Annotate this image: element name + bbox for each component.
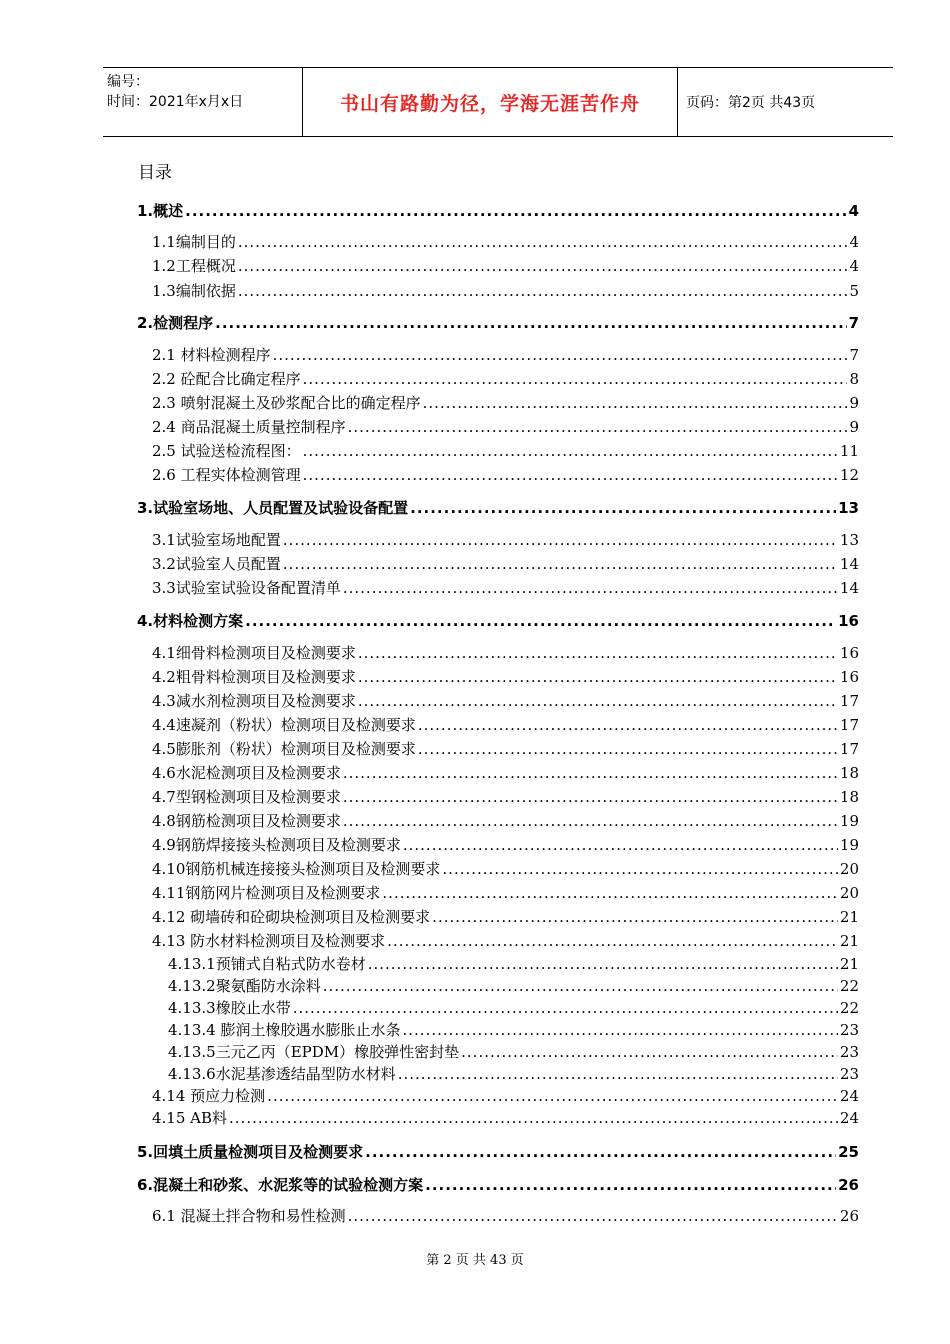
toc-entry-label: 2.检测程序 xyxy=(137,314,214,332)
toc-entry-label: 4.7型钢检测项目及检测要求 xyxy=(152,788,341,806)
toc-entry[interactable] xyxy=(152,786,859,807)
toc-entry[interactable] xyxy=(152,440,859,461)
toc-entry[interactable] xyxy=(152,690,859,711)
toc-entry[interactable] xyxy=(152,906,859,927)
header-page-label: 页码：第2页 共43页 xyxy=(686,95,816,111)
toc-leader-dots xyxy=(245,612,836,630)
number-label: 编号： xyxy=(107,74,149,90)
toc-entry-page: 7 xyxy=(848,314,859,332)
toc-leader-dots xyxy=(323,977,838,995)
toc-leader-dots xyxy=(358,668,838,686)
toc-entry[interactable] xyxy=(137,200,859,221)
toc-entry-page: 21 xyxy=(839,908,859,926)
toc-entry-page: 13 xyxy=(839,531,859,549)
toc-leader-dots xyxy=(398,1065,838,1083)
toc-leader-dots xyxy=(343,579,838,597)
toc-leader-dots xyxy=(432,908,838,926)
toc-entry-label: 4.材料检测方案 xyxy=(137,612,244,630)
toc-leader-dots xyxy=(382,884,838,902)
toc-entry-page: 5 xyxy=(849,282,859,300)
toc-leader-dots xyxy=(442,860,838,878)
toc-entry-label: 3.试验室场地、人员配置及试验设备配置 xyxy=(137,499,409,517)
toc-entry-page: 22 xyxy=(839,999,859,1017)
toc-leader-dots xyxy=(358,644,838,662)
toc-entry[interactable] xyxy=(152,464,859,485)
toc-entry[interactable] xyxy=(137,312,859,333)
toc-entry-label: 4.10钢筋机械连接接头检测项目及检测要求 xyxy=(152,860,441,878)
toc-entry-page: 23 xyxy=(839,1043,859,1061)
toc-entry-page: 16 xyxy=(839,668,859,686)
toc-entry-label: 2.3 喷射混凝土及砂浆配合比的确定程序 xyxy=(152,394,421,412)
toc-leader-dots xyxy=(267,1087,838,1105)
toc-entry-label: 4.13 防水材料检测项目及检测要求 xyxy=(152,932,386,950)
toc-entry[interactable] xyxy=(152,416,859,437)
toc-entry-page: 21 xyxy=(839,955,859,973)
toc-entry-label: 4.3减水剂检测项目及检测要求 xyxy=(152,692,356,710)
toc-entry[interactable] xyxy=(152,392,859,413)
toc-entry-label: 4.2粗骨料检测项目及检测要求 xyxy=(152,668,356,686)
toc-entry-page: 18 xyxy=(839,788,859,806)
toc-entry[interactable] xyxy=(168,1041,859,1062)
toc-entry-label: 1.3编制依据 xyxy=(152,282,236,300)
toc-entry-page: 20 xyxy=(839,884,859,902)
toc-entry-page: 8 xyxy=(849,370,859,388)
toc-leader-dots xyxy=(343,764,838,782)
time-label: 时间：2021年x月x日 xyxy=(107,94,244,110)
toc-entry[interactable] xyxy=(152,553,859,574)
toc-entry-label: 4.5膨胀剂（粉状）检测项目及检测要求 xyxy=(152,740,416,758)
toc-entry-label: 4.1细骨料检测项目及检测要求 xyxy=(152,644,356,662)
toc-leader-dots xyxy=(358,692,838,710)
toc-leader-dots xyxy=(303,466,838,484)
toc-entry-label: 2.5 试验送检流程图： xyxy=(152,442,301,460)
page-header xyxy=(103,67,893,137)
toc-leader-dots xyxy=(303,442,838,460)
toc-entry-page: 4 xyxy=(848,202,859,220)
toc-entry[interactable] xyxy=(152,714,859,735)
toc-entry-page: 26 xyxy=(838,1176,859,1194)
toc-entry-page: 24 xyxy=(839,1109,859,1127)
toc-entry-label: 6.1 混凝土拌合物和易性检测 xyxy=(152,1207,346,1225)
toc-entry[interactable] xyxy=(168,1063,859,1084)
toc-entry[interactable] xyxy=(152,1107,859,1128)
toc-entry-page: 17 xyxy=(839,716,859,734)
toc-leader-dots xyxy=(343,812,838,830)
toc-entry-page: 19 xyxy=(839,812,859,830)
toc-leader-dots xyxy=(238,257,848,275)
toc-entry-page: 4 xyxy=(849,233,859,251)
toc-entry-page: 21 xyxy=(839,932,859,950)
toc-entry[interactable] xyxy=(168,1019,859,1040)
toc-entry-page: 9 xyxy=(849,394,859,412)
toc-entry-page: 23 xyxy=(839,1021,859,1039)
toc-entry[interactable] xyxy=(152,1085,859,1106)
toc-entry-label: 4.8钢筋检测项目及检测要求 xyxy=(152,812,341,830)
toc-entry[interactable] xyxy=(168,953,859,974)
toc-entry-page: 23 xyxy=(839,1065,859,1083)
toc-entry-page: 25 xyxy=(838,1143,859,1161)
toc-entry-label: 3.2试验室人员配置 xyxy=(152,555,281,573)
toc-leader-dots xyxy=(343,788,838,806)
toc-entry-page: 18 xyxy=(839,764,859,782)
toc-entry[interactable] xyxy=(152,344,859,365)
toc-entry-page: 19 xyxy=(839,836,859,854)
toc-entry-label: 1.1编制目的 xyxy=(152,233,236,251)
toc-entry[interactable] xyxy=(152,762,859,783)
toc-leader-dots xyxy=(402,1021,837,1039)
toc-entry[interactable] xyxy=(152,666,859,687)
toc-entry-page: 16 xyxy=(839,644,859,662)
toc-entry-label: 6.混凝土和砂浆、水泥浆等的试验检测方案 xyxy=(137,1176,424,1194)
toc-entry-label: 2.4 商品混凝土质量控制程序 xyxy=(152,418,346,436)
toc-entry[interactable] xyxy=(152,834,859,855)
toc-leader-dots xyxy=(368,955,838,973)
toc-entry[interactable] xyxy=(152,930,859,951)
toc-leader-dots xyxy=(410,499,836,517)
toc-entry[interactable] xyxy=(152,231,859,252)
toc-leader-dots xyxy=(403,836,838,854)
toc-entry-page: 12 xyxy=(839,466,859,484)
toc-entry[interactable] xyxy=(168,975,859,996)
toc-leader-dots xyxy=(293,999,838,1017)
toc-leader-dots xyxy=(273,346,848,364)
toc-entry-page: 14 xyxy=(839,579,859,597)
toc-leader-dots xyxy=(283,555,838,573)
toc-entry-page: 20 xyxy=(839,860,859,878)
toc-entry-page: 22 xyxy=(839,977,859,995)
toc-entry[interactable] xyxy=(152,882,859,903)
toc-entry-label: 5.回填土质量检测项目及检测要求 xyxy=(137,1143,364,1161)
toc-leader-dots xyxy=(238,233,848,251)
toc-entry[interactable] xyxy=(152,368,859,389)
toc-entry-label: 4.11钢筋网片检测项目及检测要求 xyxy=(152,884,381,902)
toc-entry[interactable] xyxy=(152,255,859,276)
toc-entry-label: 4.13.3橡胶止水带 xyxy=(168,999,291,1017)
toc-entry[interactable] xyxy=(152,858,859,879)
toc-entry[interactable] xyxy=(152,1205,859,1226)
header-motto: 书山有路勤为径，学海无涯苦作舟 xyxy=(303,68,678,136)
toc-entry-label: 1.概述 xyxy=(137,202,184,220)
toc-leader-dots xyxy=(348,418,848,436)
toc-entry-page: 13 xyxy=(838,499,859,517)
toc-title: 目录 xyxy=(138,163,172,183)
toc-entry[interactable] xyxy=(137,610,859,631)
toc-entry[interactable] xyxy=(152,810,859,831)
toc-leader-dots xyxy=(215,314,846,332)
toc-leader-dots xyxy=(303,370,848,388)
toc-entry-label: 4.4速凝剂（粉状）检测项目及检测要求 xyxy=(152,716,416,734)
toc-entry[interactable] xyxy=(152,529,859,550)
toc-entry[interactable] xyxy=(152,577,859,598)
toc-entry-page: 9 xyxy=(849,418,859,436)
header-meta xyxy=(103,68,303,136)
toc-entry-page: 17 xyxy=(839,740,859,758)
toc-entry-label: 4.13.1预铺式自粘式防水卷材 xyxy=(168,955,366,973)
toc-entry[interactable] xyxy=(137,1174,859,1195)
toc-leader-dots xyxy=(365,1143,836,1161)
toc-entry-label: 4.15 AB料 xyxy=(152,1109,228,1127)
toc-leader-dots xyxy=(238,282,848,300)
toc-entry[interactable] xyxy=(137,1141,859,1162)
toc-entry-label: 4.13.2聚氨酯防水涂料 xyxy=(168,977,321,995)
toc-entry-page: 11 xyxy=(839,442,859,460)
toc-leader-dots xyxy=(425,1176,836,1194)
toc-entry[interactable] xyxy=(168,997,859,1018)
toc-entry-label: 3.3试验室试验设备配置清单 xyxy=(152,579,341,597)
toc-entry-label: 4.6水泥检测项目及检测要求 xyxy=(152,764,341,782)
toc-leader-dots xyxy=(418,740,838,758)
toc-leader-dots xyxy=(348,1207,838,1225)
toc-entry-label: 4.13.5三元乙丙（EPDM）橡胶弹性密封垫 xyxy=(168,1043,460,1061)
toc-leader-dots xyxy=(387,932,838,950)
toc-entry-label: 4.13.6水泥基渗透结晶型防水材料 xyxy=(168,1065,396,1083)
toc-entry-label: 4.12 砌墙砖和砼砌块检测项目及检测要求 xyxy=(152,908,431,926)
toc-entry-label: 3.1试验室场地配置 xyxy=(152,531,281,549)
toc-leader-dots xyxy=(461,1043,838,1061)
toc-entry[interactable] xyxy=(152,642,859,663)
toc-entry-label: 2.6 工程实体检测管理 xyxy=(152,466,301,484)
toc-entry-page: 14 xyxy=(839,555,859,573)
toc-entry-label: 4.13.4 膨润土橡胶遇水膨胀止水条 xyxy=(168,1021,401,1039)
toc-leader-dots xyxy=(185,202,846,220)
toc-entry-label: 1.2工程概况 xyxy=(152,257,236,275)
toc-entry[interactable] xyxy=(137,497,859,518)
toc-entry[interactable] xyxy=(152,738,859,759)
toc-entry-label: 2.2 砼配合比确定程序 xyxy=(152,370,301,388)
toc-entry-page: 24 xyxy=(839,1087,859,1105)
toc-entry-page: 4 xyxy=(849,257,859,275)
toc-entry-label: 4.9钢筋焊接接头检测项目及检测要求 xyxy=(152,836,401,854)
toc-entry-label: 2.1 材料检测程序 xyxy=(152,346,271,364)
page-footer: 第 2 页 共 43 页 xyxy=(426,1253,524,1268)
toc-entry-page: 7 xyxy=(849,346,859,364)
toc-entry-page: 26 xyxy=(839,1207,859,1225)
toc-leader-dots xyxy=(229,1109,838,1127)
toc-leader-dots xyxy=(423,394,848,412)
toc-leader-dots xyxy=(283,531,838,549)
toc-leader-dots xyxy=(418,716,838,734)
toc-entry-label: 4.14 预应力检测 xyxy=(152,1087,266,1105)
toc-entry-page: 17 xyxy=(839,692,859,710)
toc-entry-page: 16 xyxy=(838,612,859,630)
toc-entry[interactable] xyxy=(152,280,859,301)
